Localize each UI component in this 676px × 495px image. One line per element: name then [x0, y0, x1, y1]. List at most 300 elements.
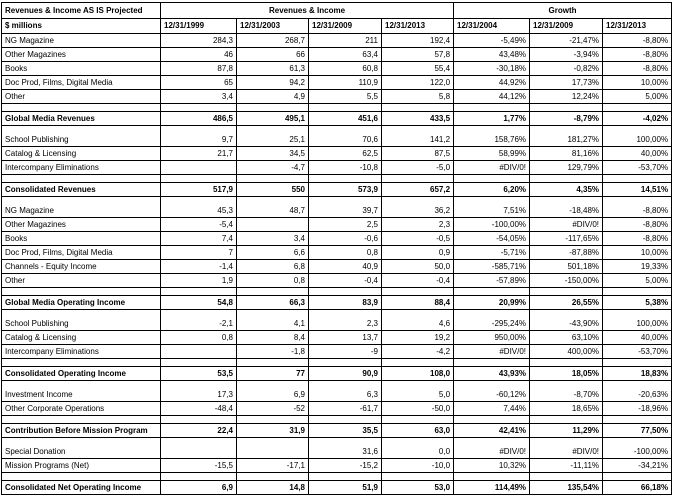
row-label: Doc Prod, Films, Digital Media [2, 246, 161, 260]
row-label: Global Media Revenues [2, 112, 161, 126]
spacer-cell [530, 416, 603, 424]
value-cell [161, 161, 237, 175]
spacer-cell [382, 416, 454, 424]
growth-cell: 18,05% [530, 367, 603, 381]
value-cell: 9,7 [161, 133, 237, 147]
growth-cell: -8,79% [530, 112, 603, 126]
spacer-cell [237, 175, 309, 183]
row-label: Special Donation [2, 445, 161, 459]
growth-cell: #DIV/0! [530, 445, 603, 459]
growth-cell: 44,92% [454, 76, 530, 90]
table-row [2, 204, 672, 218]
spacer-cell [309, 104, 382, 112]
spacer-cell [161, 197, 237, 205]
spacer-cell [454, 416, 530, 424]
spacer-cell [454, 359, 530, 367]
growth-cell: #DIV/0! [454, 161, 530, 175]
growth-cell: 950,00% [454, 331, 530, 345]
growth-cell: 66,18% [603, 481, 672, 495]
spacer-row [2, 197, 672, 205]
spacer-cell [530, 197, 603, 205]
spacer-cell [382, 175, 454, 183]
value-cell: 6,9 [161, 481, 237, 495]
growth-cell: -4,02% [603, 112, 672, 126]
spacer-row [2, 359, 672, 367]
growth-cell: -57,89% [454, 274, 530, 288]
value-cell: -10,0 [382, 459, 454, 473]
value-cell: 0,0 [382, 445, 454, 459]
value-cell: 65 [161, 76, 237, 90]
growth-group-header: Growth [454, 3, 672, 19]
growth-cell: -18,96% [603, 402, 672, 416]
spacer-cell [382, 288, 454, 296]
growth-cell: -54,05% [454, 232, 530, 246]
value-cell: 3,4 [161, 90, 237, 104]
spacer-cell [382, 359, 454, 367]
growth-cell: 40,00% [603, 147, 672, 161]
spacer-cell [382, 197, 454, 205]
value-cell: 4,1 [237, 317, 309, 331]
table-row [2, 232, 672, 246]
value-cell: 4,6 [382, 317, 454, 331]
spacer-cell [454, 197, 530, 205]
table-row [2, 274, 672, 288]
value-cell: 87,8 [161, 62, 237, 76]
spacer-cell [530, 473, 603, 481]
row-label: Global Media Operating Income [2, 296, 161, 310]
value-cell: 19,2 [382, 331, 454, 345]
spacer-cell [237, 104, 309, 112]
spacer-row [2, 126, 672, 134]
row-label: Catalog & Licensing [2, 147, 161, 161]
row-label: Consolidated Operating Income [2, 367, 161, 381]
spacer-cell [454, 175, 530, 183]
table-row [2, 445, 672, 459]
value-cell: 63,0 [382, 424, 454, 438]
table-row [2, 402, 672, 416]
value-cell: 5,0 [382, 388, 454, 402]
value-cell: 36,2 [382, 204, 454, 218]
value-cell: 1,9 [161, 274, 237, 288]
growth-cell: 12,24% [530, 90, 603, 104]
spacer-cell [309, 359, 382, 367]
table-row [2, 133, 672, 147]
growth-cell: -5,49% [454, 34, 530, 48]
value-cell [237, 218, 309, 232]
value-cell: -2,1 [161, 317, 237, 331]
title-line1: Revenues & Income AS IS Projected [2, 3, 161, 19]
value-cell: -1,8 [237, 345, 309, 359]
value-cell: -10,8 [309, 161, 382, 175]
value-cell: 5,5 [309, 90, 382, 104]
spacer-cell [2, 438, 161, 446]
value-cell: 94,2 [237, 76, 309, 90]
value-cell: 451,6 [309, 112, 382, 126]
table-row [2, 34, 672, 48]
value-cell: -0,5 [382, 232, 454, 246]
value-cell: 495,1 [237, 112, 309, 126]
spacer-cell [2, 104, 161, 112]
growth-cell: -8,80% [603, 204, 672, 218]
value-cell: 66 [237, 48, 309, 62]
value-cell: 141,2 [382, 133, 454, 147]
value-cell: 110,9 [309, 76, 382, 90]
growth-cell: 19,33% [603, 260, 672, 274]
row-label: Books [2, 232, 161, 246]
spacer-cell [309, 310, 382, 318]
spacer-cell [530, 438, 603, 446]
value-cell: 657,2 [382, 183, 454, 197]
year-header: 12/31/1999 [161, 19, 237, 34]
value-cell: 486,5 [161, 112, 237, 126]
growth-cell: 10,00% [603, 76, 672, 90]
spacer-cell [2, 175, 161, 183]
spacer-cell [603, 197, 672, 205]
spacer-cell [161, 310, 237, 318]
value-cell: 83,9 [309, 296, 382, 310]
value-cell: 13,7 [309, 331, 382, 345]
value-cell: -0,4 [309, 274, 382, 288]
table-row [2, 317, 672, 331]
total-row [2, 112, 672, 126]
growth-cell: 1,77% [454, 112, 530, 126]
value-cell: -1,4 [161, 260, 237, 274]
spacer-row [2, 310, 672, 318]
table-row [2, 62, 672, 76]
value-cell: -9 [309, 345, 382, 359]
value-cell: 40,9 [309, 260, 382, 274]
spacer-cell [454, 438, 530, 446]
spacer-cell [603, 359, 672, 367]
row-label: Mission Programs (Net) [2, 459, 161, 473]
growth-cell: 400,00% [530, 345, 603, 359]
value-cell: 54,8 [161, 296, 237, 310]
spacer-cell [237, 359, 309, 367]
value-cell: 2,5 [309, 218, 382, 232]
spacer-row [2, 416, 672, 424]
growth-cell: 10,32% [454, 459, 530, 473]
value-cell: -5,4 [161, 218, 237, 232]
growth-cell: 18,65% [530, 402, 603, 416]
growth-cell: -11,11% [530, 459, 603, 473]
spacer-cell [237, 381, 309, 389]
growth-cell: 129,79% [530, 161, 603, 175]
row-label: Consolidated Revenues [2, 183, 161, 197]
spacer-cell [603, 438, 672, 446]
value-cell [161, 445, 237, 459]
table-row [2, 345, 672, 359]
spacer-cell [237, 197, 309, 205]
spacer-cell [454, 126, 530, 134]
value-cell: -0,4 [382, 274, 454, 288]
growth-cell: #DIV/0! [530, 218, 603, 232]
growth-cell: -20,63% [603, 388, 672, 402]
spacer-cell [2, 473, 161, 481]
revenues-group-header: Revenues & Income [161, 3, 454, 19]
value-cell: 35,5 [309, 424, 382, 438]
value-cell: 22,4 [161, 424, 237, 438]
value-cell: 122,0 [382, 76, 454, 90]
growth-cell: -21,47% [530, 34, 603, 48]
row-label: Other [2, 90, 161, 104]
value-cell: 51,9 [309, 481, 382, 495]
spacer-cell [237, 473, 309, 481]
spacer-cell [603, 310, 672, 318]
value-cell: 70,6 [309, 133, 382, 147]
growth-cell: -117,65% [530, 232, 603, 246]
spacer-cell [2, 197, 161, 205]
spacer-cell [309, 197, 382, 205]
growth-cell: 100,00% [603, 133, 672, 147]
spacer-cell [603, 175, 672, 183]
table-row [2, 90, 672, 104]
spacer-cell [309, 438, 382, 446]
spacer-cell [530, 175, 603, 183]
value-cell: 517,9 [161, 183, 237, 197]
growth-cell: 6,20% [454, 183, 530, 197]
growth-cell: 58,99% [454, 147, 530, 161]
value-cell: 62,5 [309, 147, 382, 161]
spacer-cell [237, 310, 309, 318]
value-cell: 57,8 [382, 48, 454, 62]
value-cell: 55,4 [382, 62, 454, 76]
growth-cell: 18,83% [603, 367, 672, 381]
growth-cell: 14,51% [603, 183, 672, 197]
growth-year-header: 12/31/2009 [530, 19, 603, 34]
spacer-cell [530, 310, 603, 318]
spacer-cell [530, 381, 603, 389]
value-cell: 284,3 [161, 34, 237, 48]
value-cell: 60,8 [309, 62, 382, 76]
spacer-cell [161, 359, 237, 367]
total-row [2, 424, 672, 438]
title-line2: $ millions [2, 19, 161, 34]
growth-cell: -53,70% [603, 345, 672, 359]
growth-cell: 7,44% [454, 402, 530, 416]
growth-cell: 10,00% [603, 246, 672, 260]
table-row [2, 246, 672, 260]
table-row [2, 331, 672, 345]
value-cell: 6,8 [237, 260, 309, 274]
growth-cell: 81,16% [530, 147, 603, 161]
spacer-cell [454, 104, 530, 112]
growth-cell: 26,55% [530, 296, 603, 310]
value-cell: 5,8 [382, 90, 454, 104]
value-cell: 31,9 [237, 424, 309, 438]
growth-cell: -100,00% [603, 445, 672, 459]
spacer-cell [382, 126, 454, 134]
table-row [2, 459, 672, 473]
spacer-cell [603, 381, 672, 389]
value-cell: -17,1 [237, 459, 309, 473]
growth-cell: -8,80% [603, 232, 672, 246]
spacer-cell [161, 126, 237, 134]
value-cell: 63,4 [309, 48, 382, 62]
spacer-row [2, 288, 672, 296]
spacer-cell [382, 438, 454, 446]
growth-cell: -3,94% [530, 48, 603, 62]
row-label: Intercompany Eliminations [2, 345, 161, 359]
value-cell: 268,7 [237, 34, 309, 48]
growth-cell: -8,80% [603, 34, 672, 48]
value-cell: -48,4 [161, 402, 237, 416]
growth-cell: 44,12% [454, 90, 530, 104]
value-cell: -4,2 [382, 345, 454, 359]
growth-cell: -5,71% [454, 246, 530, 260]
table-row [2, 388, 672, 402]
value-cell: 8,4 [237, 331, 309, 345]
value-cell: 0,8 [237, 274, 309, 288]
row-label: Other [2, 274, 161, 288]
value-cell: 4,9 [237, 90, 309, 104]
growth-cell: 77,50% [603, 424, 672, 438]
row-label: Doc Prod, Films, Digital Media [2, 76, 161, 90]
growth-cell: 5,00% [603, 90, 672, 104]
row-label: Other Magazines [2, 48, 161, 62]
total-row [2, 296, 672, 310]
value-cell: 31,6 [309, 445, 382, 459]
table-row [2, 218, 672, 232]
total-row [2, 183, 672, 197]
value-cell [161, 345, 237, 359]
row-label: School Publishing [2, 133, 161, 147]
row-label: NG Magazine [2, 204, 161, 218]
spacer-cell [309, 416, 382, 424]
row-label: Books [2, 62, 161, 76]
spacer-cell [161, 438, 237, 446]
spacer-row [2, 175, 672, 183]
spacer-cell [237, 126, 309, 134]
value-cell: 48,7 [237, 204, 309, 218]
spacer-row [2, 381, 672, 389]
growth-cell: -100,00% [454, 218, 530, 232]
growth-cell: 501,18% [530, 260, 603, 274]
spacer-row [2, 438, 672, 446]
growth-cell: -87,88% [530, 246, 603, 260]
value-cell: 61,3 [237, 62, 309, 76]
growth-cell: -34,21% [603, 459, 672, 473]
row-label: NG Magazine [2, 34, 161, 48]
value-cell: 39,7 [309, 204, 382, 218]
growth-cell: 11,29% [530, 424, 603, 438]
value-cell: 14,8 [237, 481, 309, 495]
spacer-row [2, 104, 672, 112]
table-row [2, 76, 672, 90]
growth-cell: 114,49% [454, 481, 530, 495]
spacer-cell [309, 381, 382, 389]
growth-cell: -295,24% [454, 317, 530, 331]
spacer-cell [530, 288, 603, 296]
value-cell: 6,6 [237, 246, 309, 260]
spacer-cell [603, 473, 672, 481]
value-cell: -15,5 [161, 459, 237, 473]
growth-cell: 43,93% [454, 367, 530, 381]
spacer-cell [2, 381, 161, 389]
value-cell: 34,5 [237, 147, 309, 161]
growth-cell: 40,00% [603, 331, 672, 345]
row-label: Catalog & Licensing [2, 331, 161, 345]
value-cell: 45,3 [161, 204, 237, 218]
spacer-cell [2, 288, 161, 296]
value-cell: 88,4 [382, 296, 454, 310]
growth-cell: 5,38% [603, 296, 672, 310]
spacer-cell [603, 104, 672, 112]
value-cell: 6,9 [237, 388, 309, 402]
table-row [2, 161, 672, 175]
spacer-cell [309, 126, 382, 134]
value-cell: 2,3 [309, 317, 382, 331]
row-label: Channels - Equity Income [2, 260, 161, 274]
spacer-cell [2, 359, 161, 367]
growth-year-header: 12/31/2004 [454, 19, 530, 34]
growth-cell: 43,48% [454, 48, 530, 62]
growth-cell: 5,00% [603, 274, 672, 288]
row-label: Investment Income [2, 388, 161, 402]
total-row [2, 367, 672, 381]
growth-cell: #DIV/0! [454, 445, 530, 459]
row-label: Other Magazines [2, 218, 161, 232]
spacer-cell [309, 288, 382, 296]
row-label: Other Corporate Operations [2, 402, 161, 416]
value-cell: 2,3 [382, 218, 454, 232]
spacer-cell [454, 310, 530, 318]
value-cell: 53,5 [161, 367, 237, 381]
value-cell: -52 [237, 402, 309, 416]
value-cell: 25,1 [237, 133, 309, 147]
value-cell: 211 [309, 34, 382, 48]
growth-cell: 7,51% [454, 204, 530, 218]
value-cell: 550 [237, 183, 309, 197]
spacer-cell [382, 310, 454, 318]
spacer-cell [2, 126, 161, 134]
spacer-cell [161, 416, 237, 424]
value-cell: 108,0 [382, 367, 454, 381]
table-row [2, 147, 672, 161]
value-cell: 87,5 [382, 147, 454, 161]
value-cell: -0,6 [309, 232, 382, 246]
total-row [2, 481, 672, 495]
growth-cell: #DIV/0! [454, 345, 530, 359]
spacer-cell [454, 381, 530, 389]
spacer-cell [161, 175, 237, 183]
value-cell: 50,0 [382, 260, 454, 274]
growth-cell: 17,73% [530, 76, 603, 90]
row-label: Consolidated Net Operating Income [2, 481, 161, 495]
value-cell: 433,5 [382, 112, 454, 126]
value-cell: 0,8 [161, 331, 237, 345]
growth-cell: -18,48% [530, 204, 603, 218]
value-cell: 6,3 [309, 388, 382, 402]
table-row [2, 48, 672, 62]
growth-cell: -60,12% [454, 388, 530, 402]
growth-cell: 135,54% [530, 481, 603, 495]
spacer-cell [603, 416, 672, 424]
spacer-cell [2, 416, 161, 424]
growth-cell: -8,80% [603, 48, 672, 62]
year-header: 12/31/2003 [237, 19, 309, 34]
year-header: 12/31/2013 [382, 19, 454, 34]
growth-cell: -53,70% [603, 161, 672, 175]
spacer-cell [161, 104, 237, 112]
value-cell: 77 [237, 367, 309, 381]
growth-cell: -30,18% [454, 62, 530, 76]
value-cell: 7,4 [161, 232, 237, 246]
growth-cell: -150,00% [530, 274, 603, 288]
spacer-row [2, 473, 672, 481]
value-cell: 0,8 [309, 246, 382, 260]
growth-cell: 4,35% [530, 183, 603, 197]
growth-cell: 63,10% [530, 331, 603, 345]
